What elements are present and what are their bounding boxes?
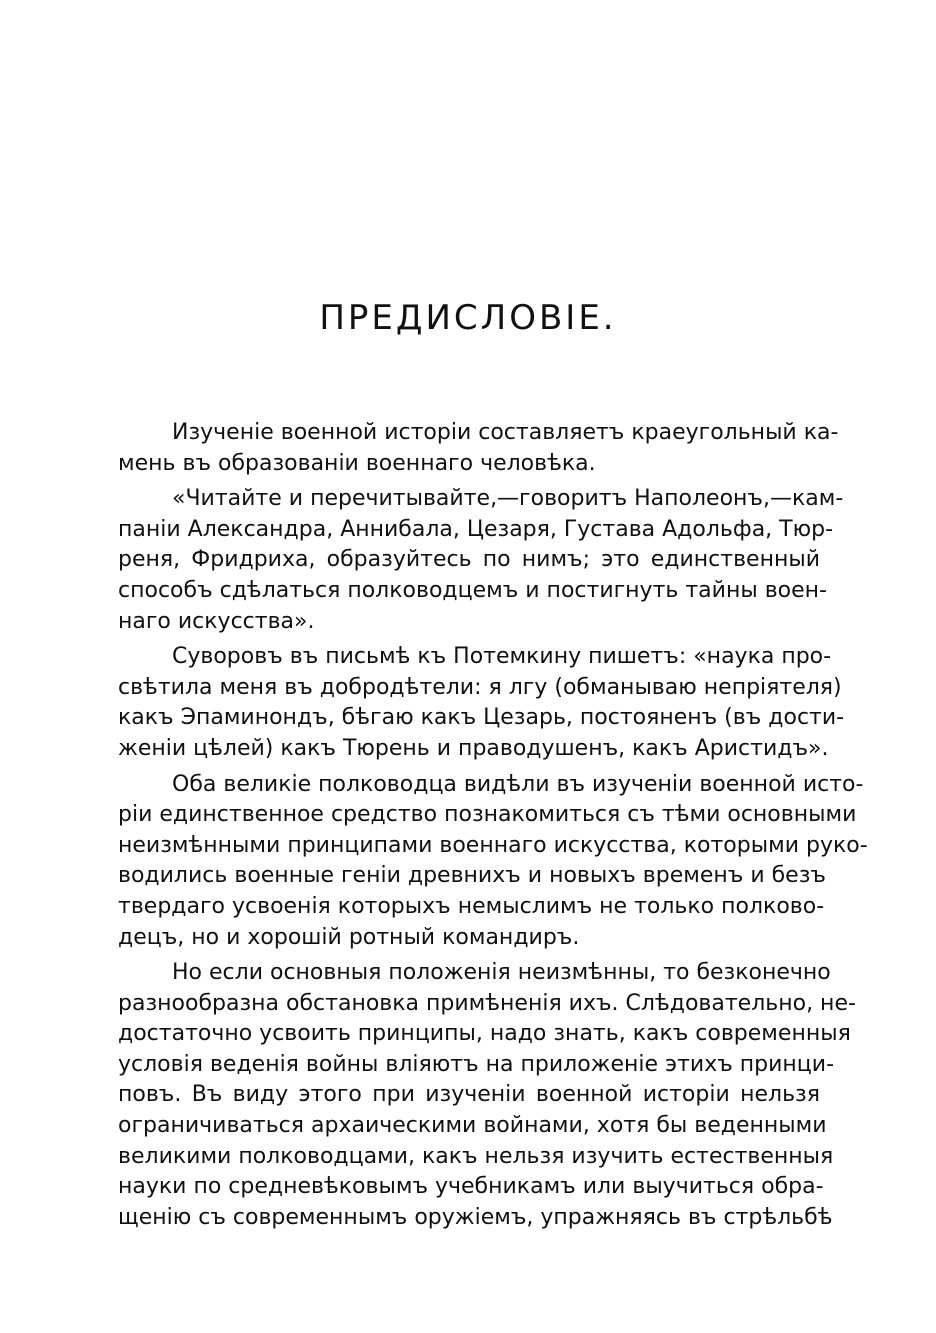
text-line: великими полководцами, какъ нельзя изучить естественныя (118, 1143, 834, 1169)
text-line: способъ сдѣлаться полководцемъ и постигнуть тайны воен- (118, 577, 827, 603)
text-line: разнообразна обстановка примѣненія ихъ. Слѣдовательно, не- (118, 990, 856, 1016)
text-line: паніи Александра, Аннибала, Цезаря, Густава Адольфа, Тюр- (118, 516, 834, 542)
text-line: достаточно усвоить принципы, надо знать, какъ современныя (118, 1021, 851, 1047)
text-line: Изученіе военной исторіи составляетъ краеугольный ка- (172, 420, 839, 445)
page-title: ПРЕДИСЛОВІЕ. (319, 298, 617, 338)
preface-text (118, 418, 868, 1233)
text-line: какъ Эпаминондъ, бѣгаю какъ Цезарь, постояненъ (въ дости- (118, 705, 845, 731)
text-line: женіи цѣлей) какъ Тюрень и праводушенъ, какъ Аристидъ». (118, 735, 829, 761)
text-line: условія веденія войны вліяютъ на приложеніе этихъ принци- (118, 1051, 835, 1077)
text-line: Но если основныя положенія неизмѣнны, то безконечно (172, 960, 831, 986)
text-line: Оба великіе полководца видѣли въ изученіи военной исто- (172, 771, 864, 797)
paragraph-1 (118, 418, 839, 479)
text-line: реня, Фридриха, образуйтесь по нимъ; это единственный (118, 547, 820, 573)
text-line: ограничиваться архаическими войнами, хотя бы веденными (118, 1113, 827, 1139)
text-line: неизмѣнными принципами военнаго искусства, которыми руко- (118, 832, 868, 858)
text-line: Суворовъ въ письмѣ къ Потемкину пишетъ: «наука про- (172, 644, 832, 670)
text-line: повъ. Въ виду этого при изученіи военной исторіи нельзя (118, 1082, 820, 1108)
paragraph-3 (118, 642, 845, 764)
paragraph-4 (118, 770, 868, 954)
text-line: свѣтила меня въ добродѣтели: я лгу (обманываю непріятеля) (118, 674, 842, 700)
text-line: водились военные геніи древнихъ и новыхъ временъ и безъ (118, 863, 826, 889)
text-line: щенію съ современнымъ оружіемъ, упражняясь въ стрѣльбѣ (118, 1204, 833, 1230)
text-line: твердаго усвоенія которыхъ немыслимъ не только полково- (118, 893, 825, 919)
paragraph-5 (118, 958, 856, 1233)
text-line: науки по средневѣковымъ учебникамъ или выучиться обра- (118, 1174, 824, 1200)
text-line: децъ, но и хорошій ротный командиръ. (118, 924, 580, 950)
text-line: ріи единственное средство познакомиться съ тѣми основными (118, 802, 857, 828)
text-line: наго искусства». (118, 608, 315, 634)
paragraph-2 (118, 484, 844, 637)
text-line: «Читайте и перечитывайте,—говоритъ Наполеонъ,—кам- (172, 486, 844, 512)
text-line: мень въ образованіи военнаго человѣка. (118, 450, 596, 476)
